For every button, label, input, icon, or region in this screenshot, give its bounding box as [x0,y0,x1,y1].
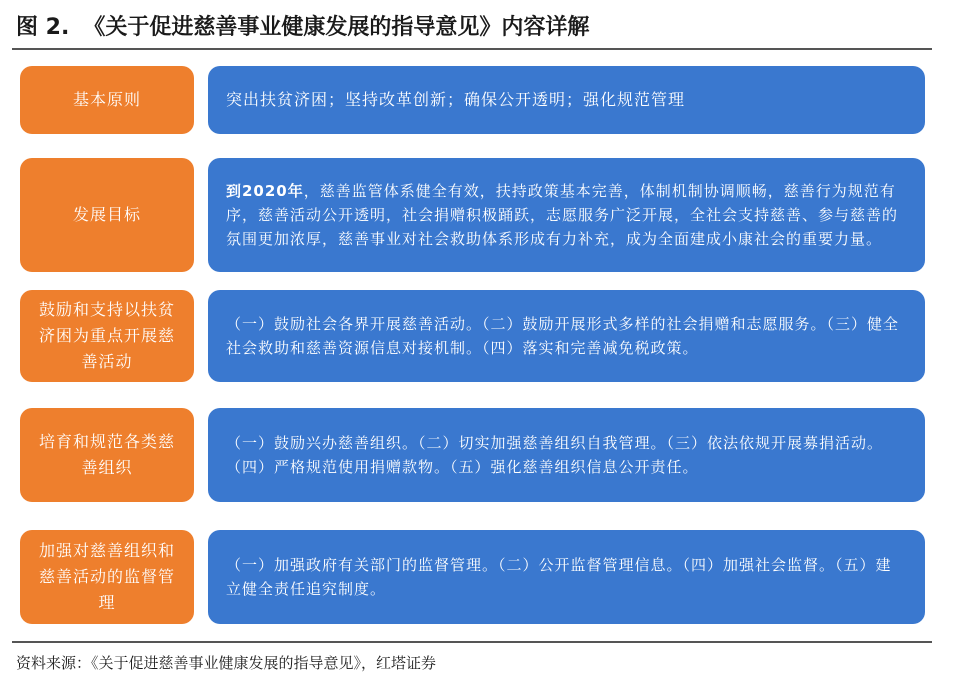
figure-title [16,10,936,41]
figure-title-text: 《关于促进慈善事业健康发展的指导意见》内容详解 [83,15,590,40]
row-content-text [226,179,907,251]
top-divider [12,48,932,50]
row-basic-principles [20,66,925,134]
row-supervision [20,530,925,624]
row-content-text: （一）加强政府有关部门的监督管理。（二）公开监督管理信息。（四）加强社会监督。（五）建立健全责任追究制度。 [226,556,892,598]
figure-number: 图 2. [16,15,70,40]
row-development-goals [20,158,925,272]
row-content-rest: ，慈善监管体系健全有效，扶持政策基本完善，体制机制协调顺畅，慈善行为规范有序，慈善活动公开透明，社会捐赠积极踊跃，志愿服务广泛开展，全社会支持慈善、参与慈善的氛围更加浓厚，慈善事业对社会救助体系形成有力补充，成为全面建成小康社会的重要力量。 [226,182,899,248]
row-label: 加强对慈善组织和慈善活动的监督管理 [20,530,194,624]
row-label: 鼓励和支持以扶贫济困为重点开展慈善活动 [20,290,194,382]
row-label: 培育和规范各类慈善组织 [20,408,194,502]
source-note: 资料来源：《关于促进慈善事业健康发展的指导意见》，红塔证券 [16,654,437,672]
row-content [208,530,925,624]
row-content [208,66,925,134]
row-content-highlight: 到2020年 [226,182,304,200]
row-label: 基本原则 [20,66,194,134]
row-encourage-charity [20,290,925,382]
row-content-text: （一）鼓励兴办慈善组织。（二）切实加强慈善组织自我管理。（三）依法依规开展募捐活动。（四）严格规范使用捐赠款物。（五）强化慈善组织信息公开责任。 [226,434,884,476]
row-cultivate-organizations [20,408,925,502]
row-content-text: （一）鼓励社会各界开展慈善活动。（二）鼓励开展形式多样的社会捐赠和志愿服务。（三）健全社会救助和慈善资源信息对接机制。（四）落实和完善减免税政策。 [226,315,900,357]
row-content [208,158,925,272]
row-label: 发展目标 [20,158,194,272]
row-content-text: 突出扶贫济困；坚持改革创新；确保公开透明；强化规范管理 [226,90,686,109]
row-content [208,290,925,382]
bottom-divider [12,641,932,643]
row-content [208,408,925,502]
